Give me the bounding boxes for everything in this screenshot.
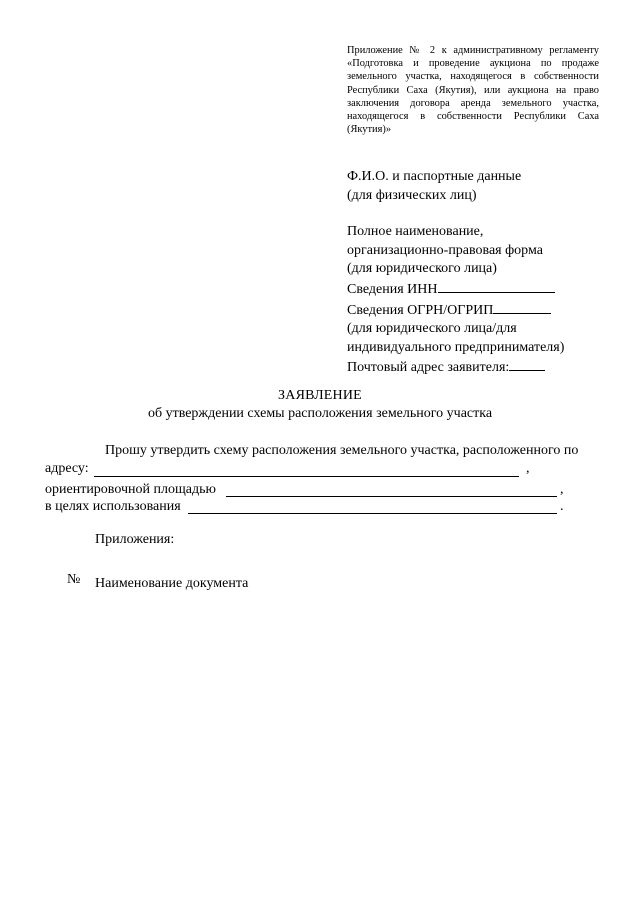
fio-note: (для физических лиц) xyxy=(347,187,477,203)
area-label: ориентировочной площадью xyxy=(45,482,216,497)
document-subtitle: об утверждении схемы расположения земельного участка xyxy=(147,406,493,421)
ogrn-label: Сведения ОГРН/ОГРИП xyxy=(347,302,494,318)
request-text: Прошу утвердить схему расположения земельного участка, расположенного по xyxy=(105,443,579,458)
inn-field-line[interactable] xyxy=(438,279,555,293)
area-end-mark: , xyxy=(560,482,564,497)
postal-address-field-line[interactable] xyxy=(509,357,545,371)
attachments-name-header: Наименование документа xyxy=(95,576,249,591)
attachments-number-header: № xyxy=(67,572,81,587)
address-end-mark: , xyxy=(526,461,530,476)
attachments-label: Приложения: xyxy=(95,532,175,547)
org-note: (для юридического лица) xyxy=(347,261,497,277)
org-form-label: организационно-правовая форма xyxy=(347,242,543,258)
fio-label: Ф.И.О. и паспортные данные xyxy=(347,169,522,184)
postal-address-label: Почтовый адрес заявителя: xyxy=(347,360,510,376)
appendix-note: Приложение № 2 к административному регламенту «Подготовка и проведение аукциона по продаже земельного участка, находящегося в собственности Республики Саха (Якутия), или аукциона на право заключения договора аренда земельного участка, находящегося в собственности Республики Саха (Якутия)» xyxy=(347,45,599,136)
applicant-details xyxy=(347,168,617,378)
ogrn-row xyxy=(347,300,617,321)
address-field-line[interactable] xyxy=(94,476,519,477)
org-label: Полное наименование, xyxy=(347,224,484,240)
document-title: ЗАЯВЛЕНИЕ xyxy=(278,388,362,403)
purpose-label: в целях использования xyxy=(45,499,181,514)
area-field-line[interactable] xyxy=(226,496,557,497)
ogrn-note-2: индивидуального предпринимателя) xyxy=(347,339,565,355)
inn-label: Сведения ИНН xyxy=(347,281,438,297)
address-label: адресу: xyxy=(45,461,89,476)
purpose-end-mark: . xyxy=(560,499,564,514)
postal-address-row xyxy=(347,357,617,378)
ogrn-note-1: (для юридического лица/для xyxy=(347,321,517,337)
ogrn-field-line[interactable] xyxy=(493,300,551,314)
inn-row xyxy=(347,279,617,300)
purpose-field-line[interactable] xyxy=(188,513,557,514)
